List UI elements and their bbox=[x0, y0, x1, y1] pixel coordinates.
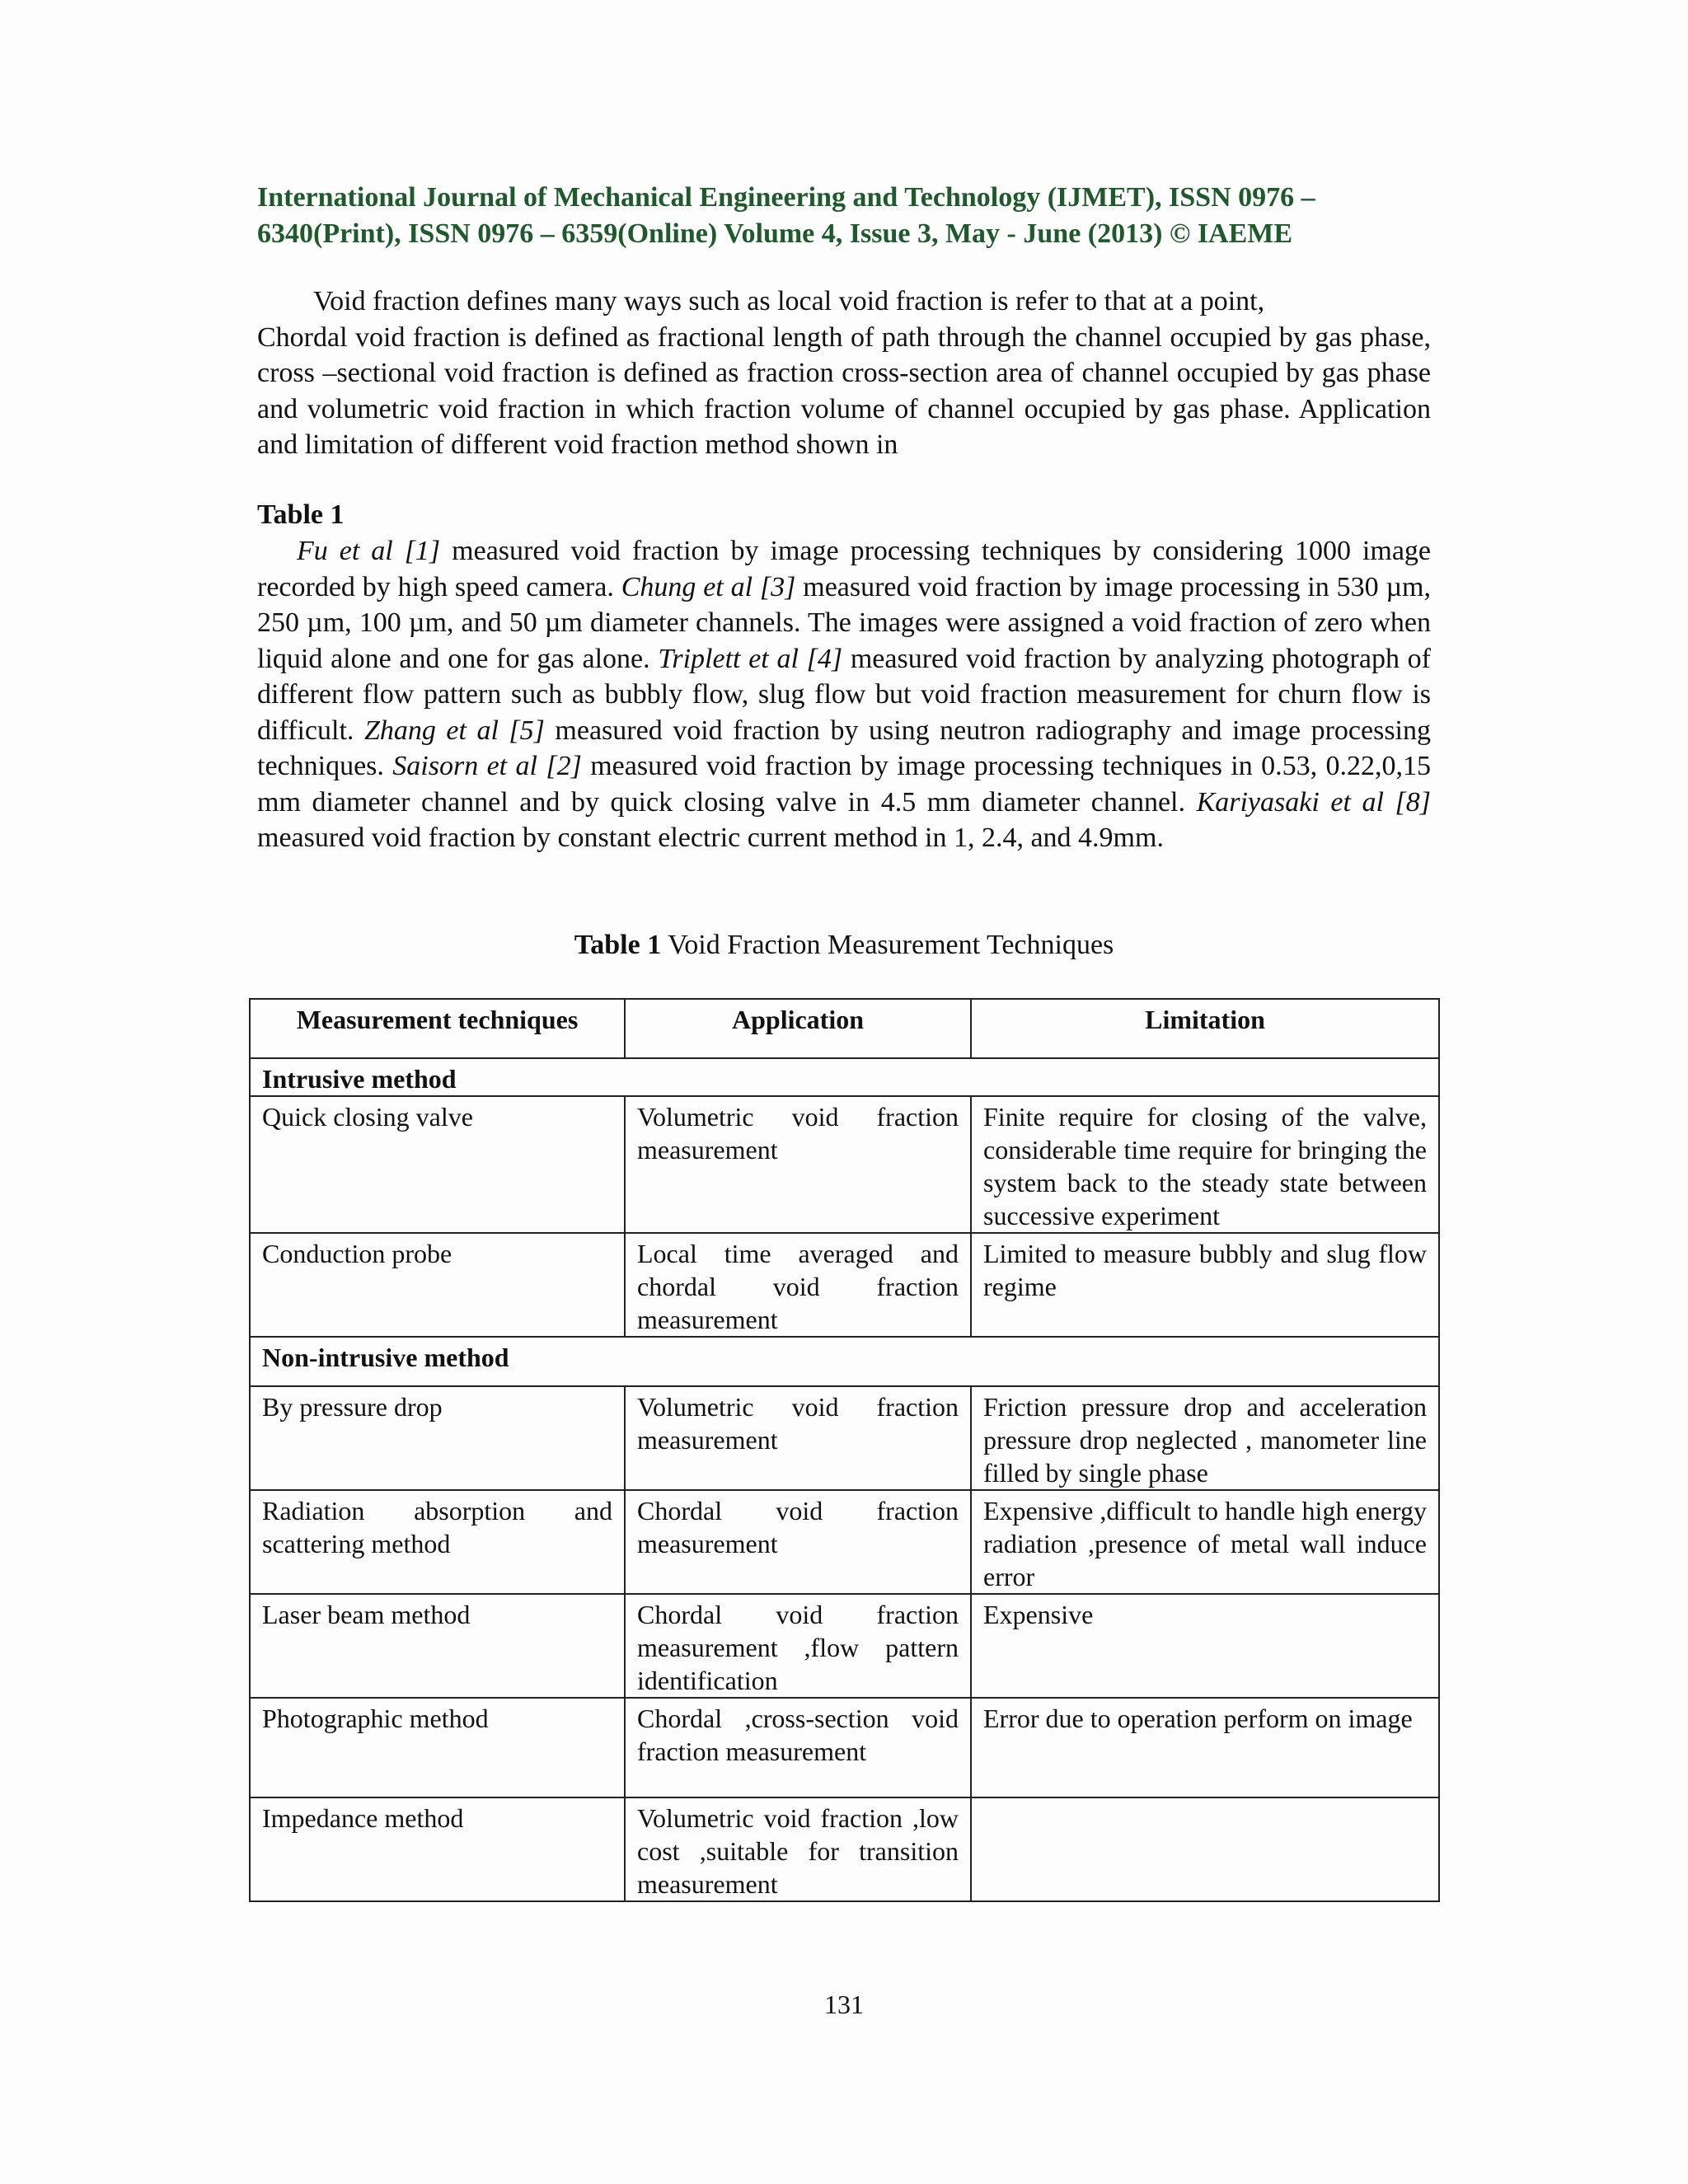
cell-application: Volumetric void fraction measurement bbox=[625, 1096, 971, 1233]
citation-chung: Chung et al [3] bbox=[621, 571, 796, 602]
cell-application: Local time averaged and chordal void fraction measurement bbox=[625, 1233, 971, 1337]
paragraph-text: measured void fraction by analyzing photograph of different flow pattern such as bubbly flow, slug flow but void fraction measurement for churn flow is difficult. bbox=[257, 643, 1431, 746]
cell-limitation: Finite require for closing of the valve, considerable time require for bringing the system back to the steady state between successive experiment bbox=[971, 1096, 1439, 1233]
section-row-non-intrusive bbox=[250, 1337, 1439, 1386]
measurement-techniques-table bbox=[249, 998, 1440, 1902]
cell-limitation: Limited to measure bubbly and slug flow regime bbox=[971, 1233, 1439, 1337]
cell-limitation bbox=[971, 1797, 1439, 1901]
cell-limitation: Expensive bbox=[971, 1594, 1439, 1698]
column-header-application: Application bbox=[625, 999, 971, 1058]
table-row bbox=[250, 1233, 1439, 1337]
paragraph-1-rest: Chordal void fraction is defined as fractional length of path through the channel occupied by gas phase, cross –sectional void fraction is defined as fraction cross-section area of channel occupied by gas phase and volumetric void fraction in which fraction volume of channel occupied by gas phase. Application and limitation of different void fraction method shown in bbox=[257, 321, 1431, 460]
cell-technique: Impedance method bbox=[250, 1797, 625, 1901]
column-header-technique: Measurement techniques bbox=[250, 999, 625, 1058]
table-row bbox=[250, 1698, 1439, 1797]
cell-application: Chordal void fraction measurement bbox=[625, 1490, 971, 1594]
cell-technique: Quick closing valve bbox=[250, 1096, 625, 1233]
header-line-1: International Journal of Mechanical Engineering and Technology (IJMET), ISSN 0976 – bbox=[257, 182, 1315, 213]
paragraph-text: measured void fraction by image processing techniques by considering 1000 image recorded by high speed camera. bbox=[257, 536, 1431, 602]
paragraph-literature-review bbox=[257, 533, 1431, 856]
caption-text: Void Fraction Measurement Techniques bbox=[661, 930, 1114, 960]
header-line-2: 6340(Print), ISSN 0976 – 6359(Online) Volume 4, Issue 3, May - June (2013) © IAEME bbox=[257, 218, 1293, 249]
table-row bbox=[250, 1096, 1439, 1233]
table-row bbox=[250, 1594, 1439, 1698]
paragraph-1-first-line: Void fraction defines many ways such as local void fraction is refer to that at a point, bbox=[313, 286, 1265, 316]
citation-saisorn: Saisorn et al [2] bbox=[392, 751, 582, 781]
paragraph-text: measured void fraction by constant electric current method in 1, 2.4, and 4.9mm. bbox=[257, 823, 1164, 853]
cell-technique: Radiation absorption and scattering method bbox=[250, 1490, 625, 1594]
section-label-intrusive: Intrusive method bbox=[250, 1058, 1439, 1096]
cell-limitation: Expensive ,difficult to handle high energy radiation ,presence of metal wall induce error bbox=[971, 1490, 1439, 1594]
table-heading: Table 1 bbox=[257, 499, 345, 530]
journal-header bbox=[257, 180, 1431, 252]
paragraph-text: measured void fraction by image processing in 530 µm, 250 µm, 100 µm, and 50 µm diameter channels. The images were assigned a void fraction of zero when liquid alone and one for gas alone. bbox=[257, 571, 1431, 674]
cell-technique: Laser beam method bbox=[250, 1594, 625, 1698]
section-row-intrusive bbox=[250, 1058, 1439, 1096]
table-row bbox=[250, 1386, 1439, 1490]
cell-technique: Conduction probe bbox=[250, 1233, 625, 1337]
cell-technique: By pressure drop bbox=[250, 1386, 625, 1490]
page-number: 131 bbox=[824, 1990, 864, 2019]
paragraph-text: measured void fraction by using neutron radiography and image processing techniques. bbox=[257, 715, 1432, 781]
cell-technique: Photographic method bbox=[250, 1698, 625, 1797]
cell-application: Volumetric void fraction measurement bbox=[625, 1386, 971, 1490]
cell-limitation: Error due to operation perform on image bbox=[971, 1698, 1439, 1797]
citation-fu: Fu et al [1] bbox=[297, 536, 441, 566]
section-label-non-intrusive: Non-intrusive method bbox=[250, 1337, 1439, 1386]
column-header-limitation: Limitation bbox=[971, 999, 1439, 1058]
cell-application: Volumetric void fraction ,low cost ,suitable for transition measurement bbox=[625, 1797, 971, 1901]
table-caption bbox=[0, 927, 1688, 963]
citation-zhang: Zhang et al [5] bbox=[363, 715, 545, 746]
paragraph-void-fraction-definition bbox=[257, 284, 1431, 463]
cell-application: Chordal void fraction measurement ,flow pattern identification bbox=[625, 1594, 971, 1698]
citation-triplett: Triplett et al [4] bbox=[658, 643, 843, 674]
paragraph-text: measured void fraction by image processing techniques in 0.53, 0.22,0,15 mm diameter channel and by quick closing valve in 4.5 mm diameter channel. bbox=[257, 751, 1431, 818]
cell-application: Chordal ,cross-section void fraction measurement bbox=[625, 1698, 971, 1797]
table-header-row bbox=[250, 999, 1439, 1058]
caption-label: Table 1 bbox=[574, 930, 662, 960]
table-row bbox=[250, 1797, 1439, 1901]
citation-kariyasaki: Kariyasaki et al [8] bbox=[1196, 786, 1431, 818]
table-row bbox=[250, 1490, 1439, 1594]
cell-limitation: Friction pressure drop and acceleration pressure drop neglected , manometer line filled by single phase bbox=[971, 1386, 1439, 1490]
